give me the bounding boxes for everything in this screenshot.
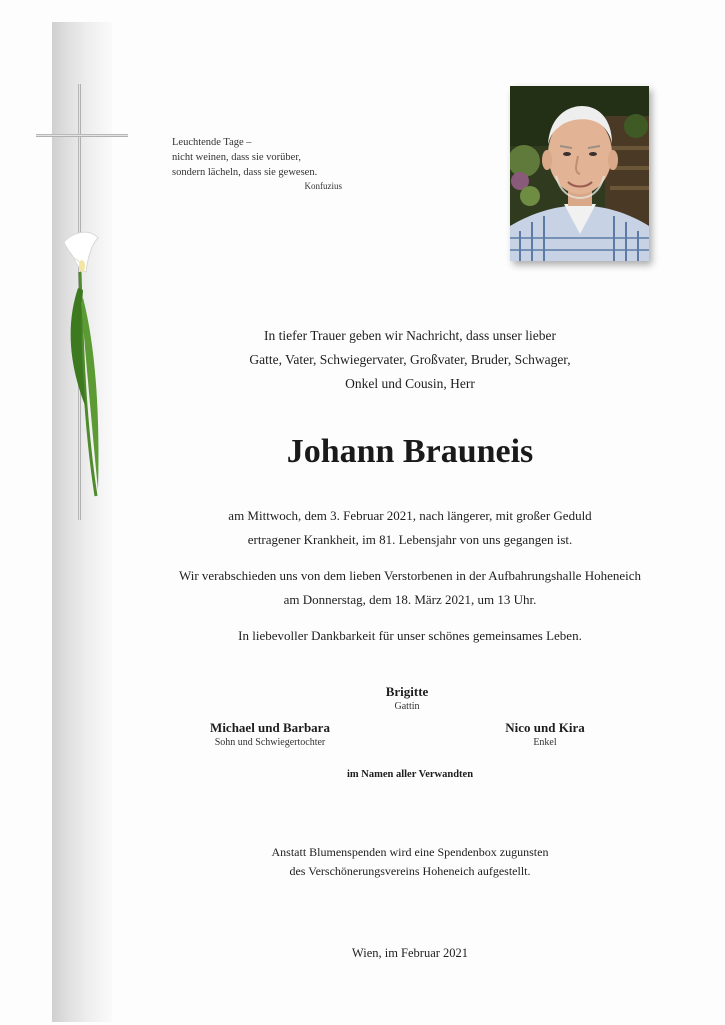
intro-line: Onkel und Cousin, Herr xyxy=(345,376,475,391)
farewell-line: am Donnerstag, dem 18. März 2021, um 13 Uhr. xyxy=(283,592,537,607)
mourner-name: Nico und Kira xyxy=(505,720,585,735)
portrait-photo xyxy=(510,86,649,261)
intro-text xyxy=(170,324,650,396)
mourner-role: Gattin xyxy=(394,701,420,712)
intro-line: In tiefer Trauer geben wir Nachricht, dass unser lieber xyxy=(263,328,557,343)
mourner-nico-kira xyxy=(480,719,610,750)
quote-line: nicht weinen, dass sie vorüber, xyxy=(172,152,302,163)
donation-line: des Verschönerungsvereins Hoheneich aufgestellt. xyxy=(289,864,531,878)
death-notice-line: am Mittwoch, dem 3. Februar 2021, nach längerer, mit großer Geduld xyxy=(228,508,592,523)
mourner-role: Sohn und Schwiegertochter xyxy=(214,737,326,748)
quote-line: Leuchtende Tage – xyxy=(172,137,252,148)
mourner-brigitte xyxy=(352,683,462,714)
death-notice xyxy=(170,504,650,552)
death-notice-line: ertragener Krankheit, im 81. Lebensjahr von uns gegangen ist. xyxy=(247,532,573,547)
mourner-michael-barbara xyxy=(185,719,355,750)
quote-line: sondern lächeln, dass sie gewesen. xyxy=(172,167,318,178)
donation-line: Anstatt Blumenspenden wird eine Spendenbox zugunsten xyxy=(271,845,549,859)
place-date: Wien, im Februar 2021 xyxy=(351,946,469,960)
quote-author: Konfuzius xyxy=(304,181,342,191)
quote-block xyxy=(172,135,342,193)
donation-notice xyxy=(170,843,650,881)
intro-line: Gatte, Vater, Schwiegervater, Großvater, Bruder, Schwager, xyxy=(249,352,571,367)
farewell-line: Wir verabschieden uns von dem lieben Verstorbenen in der Aufbahrungshalle Hoheneich xyxy=(178,568,642,583)
mourner-name: Brigitte xyxy=(385,684,429,699)
mourner-name: Michael und Barbara xyxy=(210,720,330,735)
farewell-notice xyxy=(170,564,650,612)
deceased-name: Johann Brauneis xyxy=(286,433,534,470)
on-behalf-line: im Namen aller Verwandten xyxy=(346,769,474,780)
gratitude-line: In liebevoller Dankbarkeit für unser schönes gemeinsames Leben. xyxy=(238,628,582,643)
mourner-role: Enkel xyxy=(533,737,557,748)
calla-lily-icon xyxy=(56,228,112,508)
